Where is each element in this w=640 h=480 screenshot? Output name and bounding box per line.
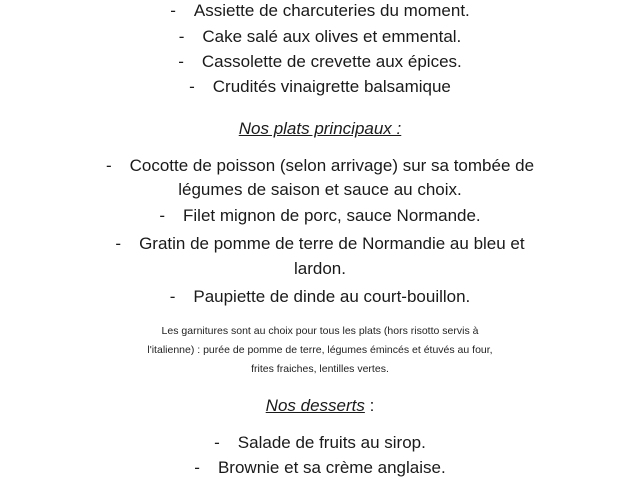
dessert-item-text: Salade de fruits au sirop. [237, 433, 426, 452]
bullet-dash: - [214, 433, 220, 452]
mains-heading [0, 118, 640, 140]
main-item [0, 205, 640, 227]
garnish-note-line: l'italienne) : purée de pomme de terre, légumes émincés et étuvés au four, [147, 344, 493, 356]
mains-heading-text: Nos plats principaux : [238, 119, 402, 138]
main-item-continuation [0, 258, 640, 280]
bullet-dash: - [178, 27, 185, 46]
dessert-item [0, 457, 640, 479]
starter-item [0, 26, 640, 48]
main-item-text: Cocotte de poisson (selon arrivage) sur sa tombée de [129, 156, 535, 175]
bullet-dash: - [194, 458, 200, 477]
garnish-note-line: Les garnitures sont au choix pour tous les plats (hors risotto servis à [161, 325, 479, 337]
bullet-dash: - [159, 206, 165, 225]
starter-item-text: Cake salé aux olives et emmental. [202, 27, 462, 46]
dessert-item-text: Brownie et sa crème anglaise. [217, 458, 446, 477]
bullet-dash: - [178, 52, 184, 71]
main-item-continuation [0, 179, 640, 201]
desserts-heading-suffix: : [364, 396, 375, 415]
main-item-text: Paupiette de dinde au court-bouillon. [193, 287, 471, 306]
main-item-text: Filet mignon de porc, sauce Normande. [183, 206, 481, 225]
starter-item-text: Assiette de charcuteries du moment. [193, 1, 470, 20]
main-item [0, 233, 640, 255]
main-item [0, 286, 640, 308]
starter-item-text: Cassolette de crevette aux épices. [201, 52, 462, 71]
main-item-text: Gratin de pomme de terre de Normandie au bleu et [139, 234, 525, 253]
starter-item-text: Crudités vinaigrette balsamique [212, 77, 451, 96]
starter-item [0, 76, 640, 98]
desserts-heading-text: Nos desserts [265, 396, 365, 415]
bullet-dash: - [170, 1, 176, 20]
bullet-dash: - [115, 234, 122, 253]
bullet-dash: - [105, 156, 112, 175]
starter-item [0, 51, 640, 73]
desserts-heading [0, 395, 640, 417]
bullet-dash: - [189, 77, 195, 96]
main-item-text: lardon. [294, 259, 346, 278]
garnish-note-line: frites fraiches, lentilles vertes. [251, 363, 389, 375]
dessert-item [0, 432, 640, 454]
main-item [0, 155, 640, 177]
main-item-text: légumes de saison et sauce au choix. [178, 180, 462, 199]
bullet-dash: - [169, 287, 176, 306]
starter-item [0, 0, 640, 22]
